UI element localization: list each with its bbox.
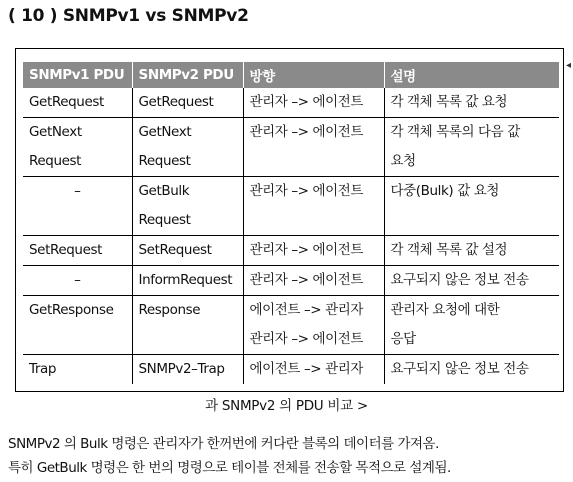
cell-snmpv2 bbox=[132, 88, 243, 118]
cell-text: 에이전트 –> 관리자 bbox=[249, 302, 364, 318]
cell-description bbox=[384, 266, 559, 296]
cell-snmpv1 bbox=[23, 355, 132, 385]
table-header-row bbox=[23, 62, 559, 88]
cell-description bbox=[384, 88, 559, 118]
cell-direction bbox=[243, 118, 384, 177]
cell-text: Request bbox=[138, 153, 191, 169]
cell-snmpv1 bbox=[23, 118, 132, 177]
cell-text: 관리자 –> 에이전트 bbox=[249, 242, 364, 258]
cell-description bbox=[384, 118, 559, 177]
cell-text: 각 객체 목록 값 설정 bbox=[390, 242, 508, 258]
cell-text: 응답 bbox=[390, 331, 416, 347]
cell-snmpv2 bbox=[132, 118, 243, 177]
cell-direction bbox=[243, 296, 384, 355]
table-row bbox=[23, 296, 559, 355]
cell-text: 관리자 –> 에이전트 bbox=[249, 272, 364, 288]
cell-text: GetRequest bbox=[138, 94, 214, 110]
paragraph-line-1: SNMPv2 의 Bulk 명령은 관리자가 한꺼번에 커다란 블록의 데이터를 가져옴. bbox=[8, 436, 439, 452]
table-row bbox=[23, 236, 559, 266]
table-row bbox=[23, 88, 559, 118]
cell-description bbox=[384, 177, 559, 236]
table-body bbox=[23, 88, 559, 384]
cell-text: 관리자 요청에 대한 bbox=[390, 302, 500, 318]
table-caption: 과 SNMPv2 의 PDU 비교 > bbox=[205, 398, 368, 414]
table-row bbox=[23, 118, 559, 177]
cell-text: SNMPv2–Trap bbox=[138, 361, 225, 377]
cell-text: 에이전트 –> 관리자 bbox=[249, 361, 364, 377]
cell-text: 관리자 –> 에이전트 bbox=[249, 124, 364, 140]
cell-snmpv2 bbox=[132, 177, 243, 236]
cell-text: GetBulk bbox=[138, 183, 190, 199]
cell-text: Request bbox=[29, 153, 82, 169]
table-row bbox=[23, 355, 559, 385]
cell-text: 관리자 –> 에이전트 bbox=[249, 94, 364, 110]
table-row bbox=[23, 266, 559, 296]
cell-text: GetRequest bbox=[29, 94, 104, 110]
cell-snmpv2 bbox=[132, 236, 243, 266]
cell-text: – bbox=[74, 272, 81, 288]
cell-snmpv2 bbox=[132, 355, 243, 385]
cell-text: 관리자 –> 에이전트 bbox=[249, 183, 364, 199]
cell-direction bbox=[243, 266, 384, 296]
header-description: 설명 bbox=[384, 62, 559, 88]
cell-snmpv1 bbox=[23, 296, 132, 355]
table-row bbox=[23, 177, 559, 236]
section-title: ( 10 ) SNMPv1 vs SNMPv2 bbox=[8, 6, 249, 26]
cell-description bbox=[384, 296, 559, 355]
cell-snmpv1 bbox=[23, 266, 132, 296]
cell-text: 각 객체 목록의 다음 값 bbox=[390, 124, 520, 140]
cell-snmpv2 bbox=[132, 296, 243, 355]
cell-snmpv1 bbox=[23, 236, 132, 266]
cell-description bbox=[384, 236, 559, 266]
cell-text: 요구되지 않은 정보 전송 bbox=[390, 272, 529, 288]
cell-snmpv1 bbox=[23, 177, 132, 236]
cell-direction bbox=[243, 88, 384, 118]
cell-text: GetNext bbox=[138, 124, 192, 140]
cell-text: 다중(Bulk) 값 요청 bbox=[390, 183, 500, 199]
pdu-comparison-table bbox=[23, 62, 559, 384]
paragraph-line-2: 특히 GetBulk 명령은 한 번의 명령으로 테이블 전체를 전송할 목적으로 설계됨. bbox=[8, 460, 451, 476]
cell-text: GetNext bbox=[29, 124, 82, 140]
cell-text: Response bbox=[138, 302, 201, 318]
edit-marker-icon: ◂ bbox=[566, 60, 572, 71]
cell-text: Trap bbox=[29, 361, 57, 377]
cell-text: 각 객체 목록 값 요청 bbox=[390, 94, 508, 110]
cell-text: SetRequest bbox=[138, 242, 212, 258]
cell-description bbox=[384, 355, 559, 385]
cell-text: 요구되지 않은 정보 전송 bbox=[390, 361, 529, 377]
cell-snmpv2 bbox=[132, 266, 243, 296]
header-direction: 방향 bbox=[243, 62, 384, 88]
cell-snmpv1 bbox=[23, 88, 132, 118]
cell-text: – bbox=[74, 183, 81, 199]
cell-text: 관리자 –> 에이전트 bbox=[249, 331, 364, 347]
cell-direction bbox=[243, 236, 384, 266]
header-snmpv2-pdu: SNMPv2 PDU bbox=[132, 62, 243, 88]
cell-text: GetResponse bbox=[29, 302, 114, 318]
cell-text: Request bbox=[138, 212, 191, 228]
cell-text: InformRequest bbox=[138, 272, 233, 288]
cell-text: SetRequest bbox=[29, 242, 103, 258]
header-snmpv1-pdu: SNMPv1 PDU bbox=[23, 62, 132, 88]
cell-direction bbox=[243, 177, 384, 236]
cell-direction bbox=[243, 355, 384, 385]
cell-text: 요청 bbox=[390, 153, 416, 169]
